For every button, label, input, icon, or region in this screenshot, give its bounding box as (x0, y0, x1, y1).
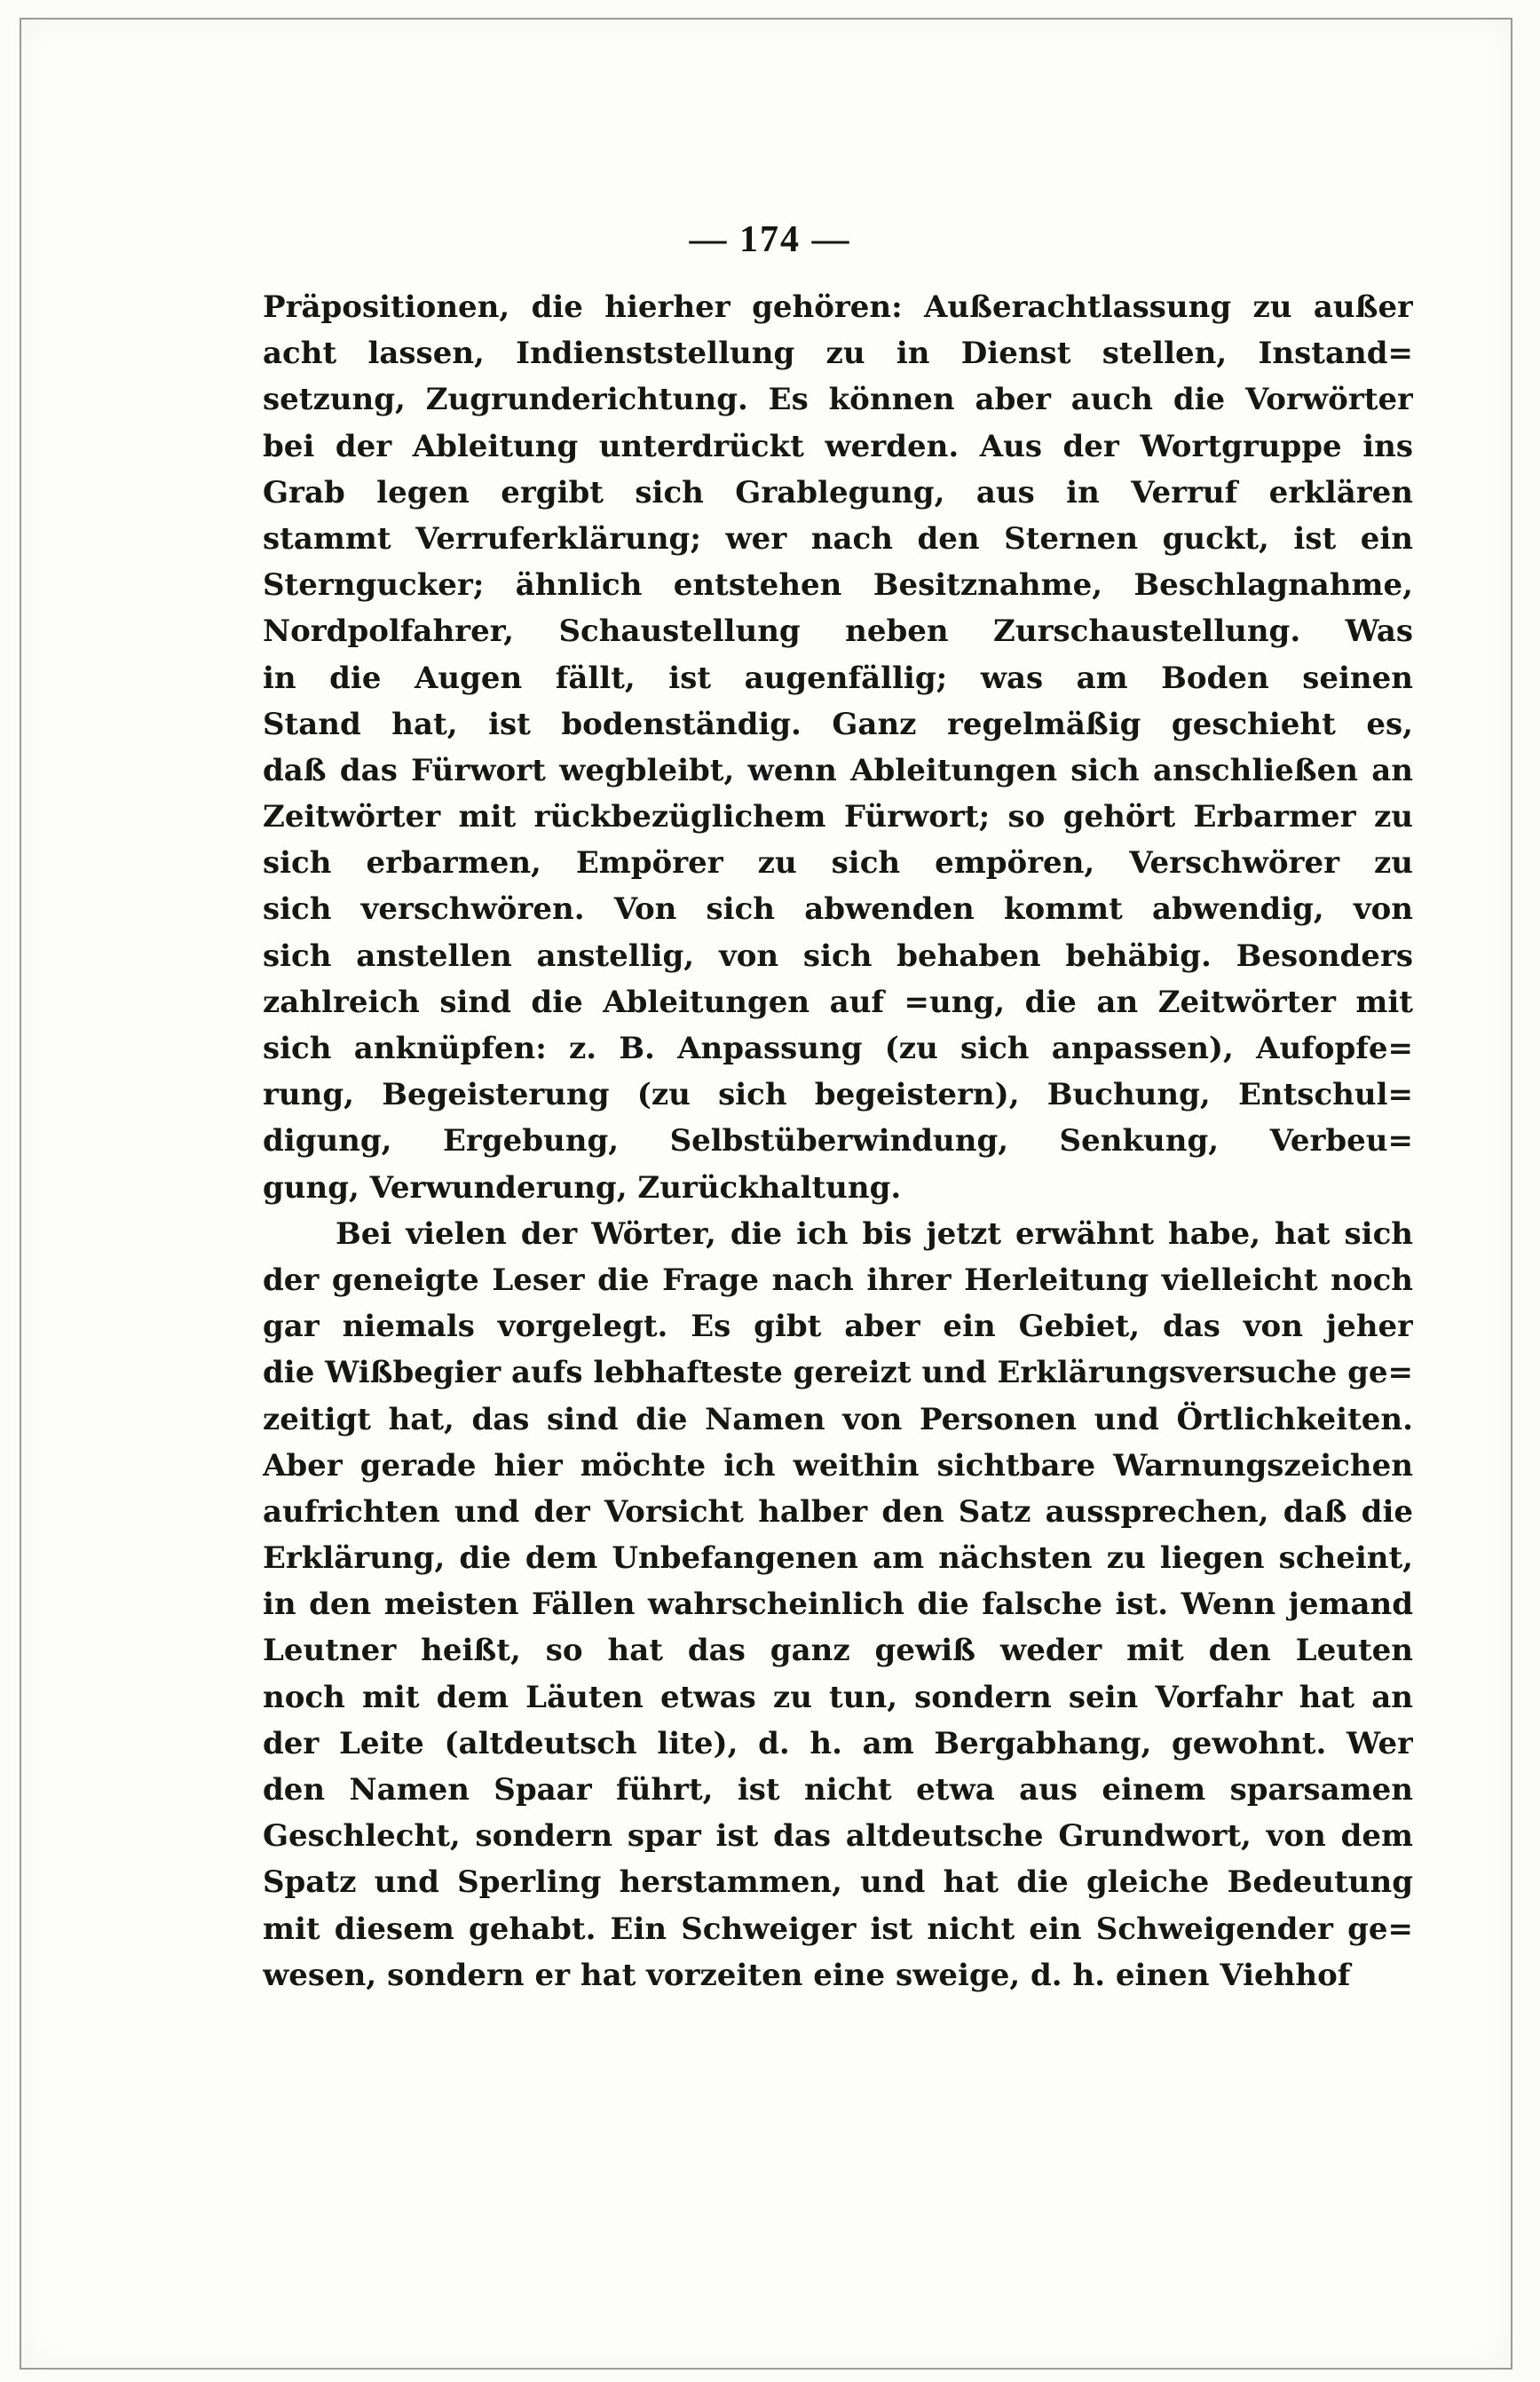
text-line: zeitigt hat, das sind die Namen von Personen und Örtlichkeiten. (263, 1401, 1413, 1437)
text-line: gar niemals vorgelegt. Es gibt aber ein Gebiet, das von jeher (263, 1309, 1413, 1345)
text-line: sich verschwören. Von sich abwenden kommt abwendig, von (263, 891, 1413, 928)
text-line: Präpositionen, die hierher gehören: Außerachtlassung zu außer (263, 289, 1413, 325)
text-line: der Leite (altdeutsch lite), d. h. am Bergabhang, gewohnt. Wer (263, 1725, 1413, 1761)
text-line: die Wißbegier aufs lebhafteste gereizt und Erklärungsversuche ge= (263, 1355, 1413, 1391)
text-line: den Namen Spaar führt, ist nicht etwa aus einem sparsamen (263, 1772, 1413, 1808)
text-line: sich erbarmen, Empörer zu sich empören, Verschwörer zu (263, 845, 1413, 882)
text-line: zahlreich sind die Ableitungen auf =ung, die an Zeitwörter mit (263, 984, 1413, 1020)
text-line: Leutner heißt, so hat das ganz gewiß weder mit den Leuten (263, 1633, 1413, 1669)
text-line: Nordpolfahrer, Schaustellung neben Zurschaustellung. Was (263, 613, 1413, 650)
text-line: Sterngucker; ähnlich entstehen Besitznahme, Beschlagnahme, (263, 567, 1413, 604)
text-line: Bei vielen der Wörter, die ich bis jetzt erwähnt habe, hat sich (336, 1215, 1413, 1252)
text-line: Grab legen ergibt sich Grablegung, aus in Verruf erklären (263, 474, 1413, 510)
paragraph (263, 1211, 1413, 1998)
text-line: gung, Verwunderung, Zurückhaltung. (263, 1169, 902, 1206)
text-line: aufrichten und der Vorsicht halber den Satz aussprechen, daß die (263, 1493, 1413, 1530)
text-line: in die Augen fällt, ist augenfällig; was am Boden seinen (263, 660, 1413, 696)
text-line: Geschlecht, sondern spar ist das altdeutsche Grundwort, von dem (263, 1818, 1413, 1855)
text-line: sich anknüpfen: z. B. Anpassung (zu sich anpassen), Aufopfe= (263, 1031, 1413, 1066)
paragraph (263, 284, 1413, 1211)
text-line: setzung, Zugrunderichtung. Es können aber auch die Vorwörter (263, 382, 1413, 418)
text-line: acht lassen, Indienststellung zu in Dienst stellen, Instand= (263, 336, 1413, 372)
page-number: — 174 — (689, 219, 851, 260)
text-line: der geneigte Leser die Frage nach ihrer Herleitung vielleicht noch (263, 1262, 1413, 1298)
text-line: Zeitwörter mit rückbezüglichem Fürwort; so gehört Erbarmer zu (263, 799, 1413, 835)
text-line: digung, Ergebung, Selbstüberwindung, Senkung, Verbeu= (263, 1123, 1413, 1159)
text-line: Spatz und Sperling herstammen, und hat die gleiche Bedeutung (263, 1864, 1413, 1901)
text-line: Aber gerade hier möchte ich weithin sichtbare Warnungszeichen (263, 1447, 1413, 1484)
text-line: daß das Fürwort wegbleibt, wenn Ableitungen sich anschließen an (263, 752, 1413, 788)
text-line: stammt Verruferklärung; wer nach den Sternen guckt, ist ein (263, 520, 1413, 557)
text-line: Erklärung, die dem Unbefangenen am nächsten zu liegen scheint, (263, 1540, 1413, 1577)
text-line: wesen, sondern er hat vorzeiten eine sweige, d. h. einen Viehhof (263, 1957, 1351, 1993)
text-line: bei der Ableitung unterdrückt werden. Aus der Wortgruppe ins (263, 428, 1413, 464)
text-line: rung, Begeisterung (zu sich begeistern), Buchung, Entschul= (263, 1077, 1413, 1113)
text-line: mit diesem gehabt. Ein Schweiger ist nicht ein Schweigender ge= (263, 1911, 1413, 1947)
text-line: sich anstellen anstellig, von sich behaben behäbig. Besonders (263, 938, 1413, 974)
body-text (263, 284, 1413, 1998)
text-line: Stand hat, ist bodenständig. Ganz regelmäßig geschieht es, (263, 706, 1413, 742)
text-line: noch mit dem Läuten etwas zu tun, sondern sein Vorfahr hat an (263, 1679, 1413, 1715)
text-line: in den meisten Fällen wahrscheinlich die falsche ist. Wenn jemand (263, 1587, 1413, 1623)
